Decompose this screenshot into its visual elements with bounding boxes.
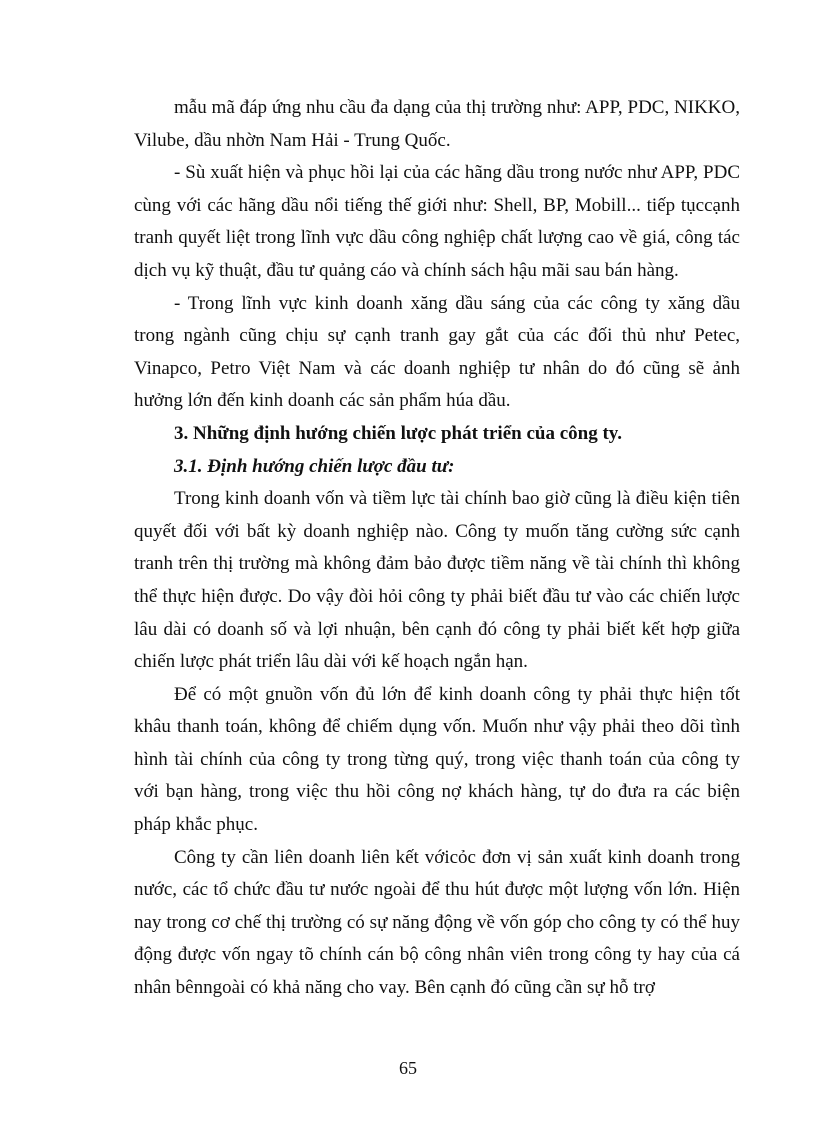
page-number: 65 [399, 1058, 417, 1078]
paragraph-capital-source: Để có một gnuồn vốn đủ lớn để kinh doanh công ty phải thực hiện tốt khâu thanh toán, không để chiếm dụng vốn. Muốn như vậy phải theo dõi tình hình tài chính của công ty trong từng quý, trong việc thanh toán của công ty với bạn hàng, trong việc thu hồi công nợ khách hàng, tự do đưa ra các biện pháp khắc phục. [134, 683, 740, 836]
section-heading: 3. Những định hướng chiến lược phát triển của công ty. [174, 422, 622, 444]
paragraph-competition-oil: - Sù xuất hiện và phục hồi lại của các hãng dầu trong nước như APP, PDC cùng với các hãng dầu nổi tiếng thế giới như: Shell, BP, Mobill... tiếp tụccạnh tranh quyết liệt trong lĩnh vực dầu công nghiệp chất lượng cao về giá, công tác dịch vụ kỹ thuật, đầu tư quảng cáo và chính sách hậu mãi sau bán hàng. [134, 162, 740, 281]
page-body [134, 92, 740, 1005]
paragraph-continuation: mẫu mã đáp ứng nhu cầu đa dạng của thị trường như: APP, PDC, NIKKO, Vilube, dầu nhờn Nam Hải - Trung Quốc. [134, 97, 740, 151]
paragraph-investment-strategy: Trong kinh doanh vốn và tiềm lực tài chính bao giờ cũng là điều kiện tiên quyết đối với bất kỳ doanh nghiệp nào. Công ty muốn tăng cường sức cạnh tranh trên thị trường mà không đảm bảo được tiềm năng về tài chính thì không thể thực hiện được. Do vậy đòi hỏi công ty phải biết đầu tư vào các chiến lược lâu dài có doanh số và lợi nhuận, bên cạnh đó công ty phải biết kết hợp giữa chiến lược phát triển lâu dài với kế hoạch ngắn hạn. [134, 488, 740, 673]
paragraph-competition-fuel: - Trong lĩnh vực kinh doanh xăng dầu sáng của các công ty xăng dầu trong ngành cũng chịu sự cạnh tranh gay gắt của các đối thủ như Petec, Vinapco, Petro Việt Nam và các doanh nghiệp tư nhân do đó cũng sẽ ảnh hưởng lớn đến kinh doanh các sản phẩm húa dầu. [134, 292, 740, 412]
paragraph-joint-venture: Công ty cần liên doanh liên kết vớicỏc đơn vị sản xuất kinh doanh trong nước, các tổ chức đầu tư nước ngoài để thu hút được một lượng vốn lớn. Hiện nay trong cơ chế thị trường có sự năng động về vốn góp cho công ty có thể huy động được vốn ngay tõ chính cán bộ công nhân viên trong công ty hay của cá nhân bênngoài có khả năng cho vay. Bên cạnh đó cũng cần sự hỗ trợ [134, 846, 740, 999]
subsection-heading: 3.1. Định hướng chiến lược đầu tư: [174, 455, 455, 477]
